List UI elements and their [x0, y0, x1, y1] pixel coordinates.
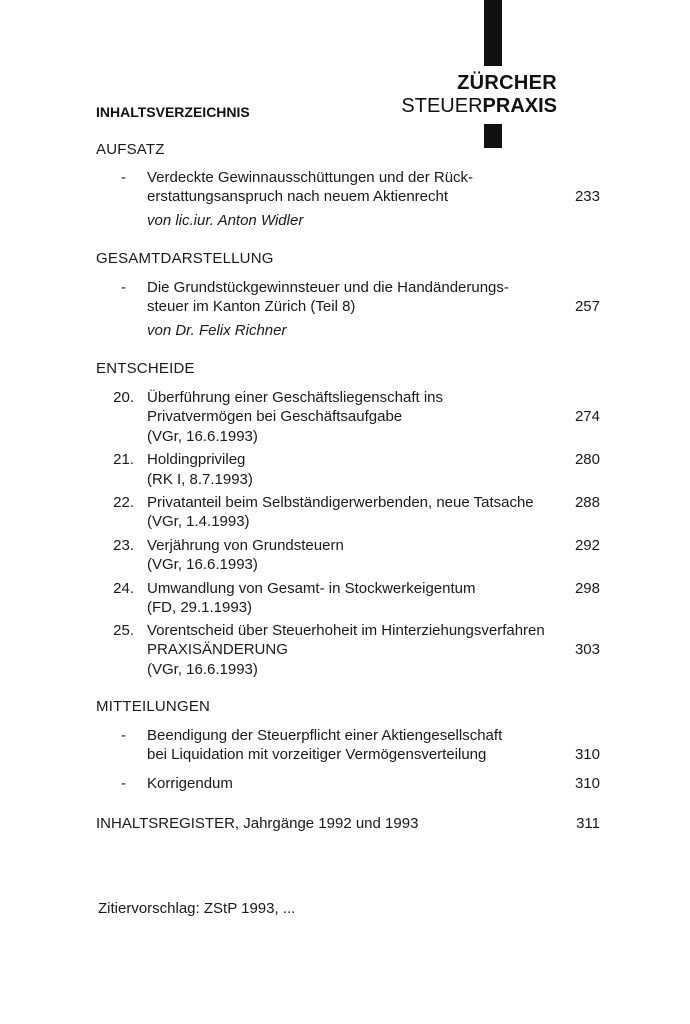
citation-suggestion: Zitiervorschlag: ZStP 1993, ...: [98, 900, 296, 917]
page-number: 292: [574, 537, 600, 554]
entry-title-line: Beendigung der Steuerpflicht einer Aktiengesellschaft: [147, 727, 503, 744]
entry-title-line: Überführung einer Geschäftsliegenschaft ins: [147, 389, 444, 406]
register-entry: INHALTSREGISTER, Jahrgänge 1992 und 1993: [96, 815, 419, 832]
section-heading-aufsatz: AUFSATZ: [96, 141, 165, 158]
entry-author: von Dr. Felix Richner: [147, 322, 287, 339]
logo-zuercher: ZÜRCHER: [457, 72, 557, 94]
entry-court-date: (VGr, 1.4.1993): [147, 513, 250, 530]
entry-title-line: bei Liquidation mit vorzeitiger Vermögensverteilung: [147, 746, 487, 763]
logo-steuerpraxis: [390, 95, 557, 118]
page-number: 303: [574, 641, 600, 658]
entry-number: 25.: [113, 622, 134, 639]
entry-number: 24.: [113, 580, 134, 597]
entry-court-date: (VGr, 16.6.1993): [147, 428, 258, 445]
entry-title-line: Korrigendum: [147, 775, 233, 792]
bullet-dash: -: [121, 727, 126, 744]
entry-number: 21.: [113, 451, 134, 468]
page-number: 310: [574, 746, 600, 763]
section-heading-mitteilungen: MITTEILUNGEN: [96, 698, 211, 715]
bullet-dash: -: [121, 169, 126, 186]
entry-title-line: Umwandlung von Gesamt- in Stockwerkeigentum: [147, 580, 476, 597]
entry-number: 23.: [113, 537, 134, 554]
page-number: 311: [576, 815, 600, 832]
entry-title-line: Privatvermögen bei Geschäftsaufgabe: [147, 408, 403, 425]
entry-title-line: Verjährung von Grundsteuern: [147, 537, 344, 554]
entry-title-line: Vorentscheid über Steuerhoheit im Hinterziehungsverfahren: [147, 622, 545, 639]
logo-steuer: STEUER: [401, 95, 483, 117]
page-number: 257: [574, 298, 600, 315]
entry-title-line: steuer im Kanton Zürich (Teil 8): [147, 298, 356, 315]
bullet-dash: -: [121, 775, 126, 792]
entry-author: von lic.iur. Anton Widler: [147, 212, 304, 229]
entry-title-line: PRAXISÄNDERUNG: [147, 641, 288, 658]
page-number: 310: [574, 775, 600, 792]
page-number: 288: [574, 494, 600, 511]
entry-title-line: Verdeckte Gewinnausschüttungen und der Rück-: [147, 169, 474, 186]
logo-bar-bottom: [484, 124, 502, 148]
section-heading-gesamtdarstellung: GESAMTDARSTELLUNG: [96, 250, 274, 267]
logo-praxis: PRAXIS: [482, 95, 557, 117]
logo-bar-top: [484, 0, 502, 66]
entry-title-line: Holdingprivileg: [147, 451, 246, 468]
page-number: 274: [574, 408, 600, 425]
entry-court-date: (VGr, 16.6.1993): [147, 556, 258, 573]
entry-court-date: (RK I, 8.7.1993): [147, 471, 253, 488]
entry-title-line: Privatanteil beim Selbständigerwerbenden, neue Tatsache: [147, 494, 534, 511]
page-number: 298: [574, 580, 600, 597]
page-number: 280: [574, 451, 600, 468]
entry-title-line: Die Grundstückgewinnsteuer und die Handänderungs-: [147, 279, 509, 296]
entry-title-line: erstattungsanspruch nach neuem Aktienrecht: [147, 188, 449, 205]
page-number: 233: [574, 188, 600, 205]
entry-number: 20.: [113, 389, 134, 406]
bullet-dash: -: [121, 279, 126, 296]
entry-court-date: (FD, 29.1.1993): [147, 599, 253, 616]
entry-number: 22.: [113, 494, 134, 511]
section-heading-entscheide: ENTSCHEIDE: [96, 360, 195, 377]
toc-title: INHALTSVERZEICHNIS: [96, 104, 250, 120]
entry-court-date: (VGr, 16.6.1993): [147, 661, 258, 678]
